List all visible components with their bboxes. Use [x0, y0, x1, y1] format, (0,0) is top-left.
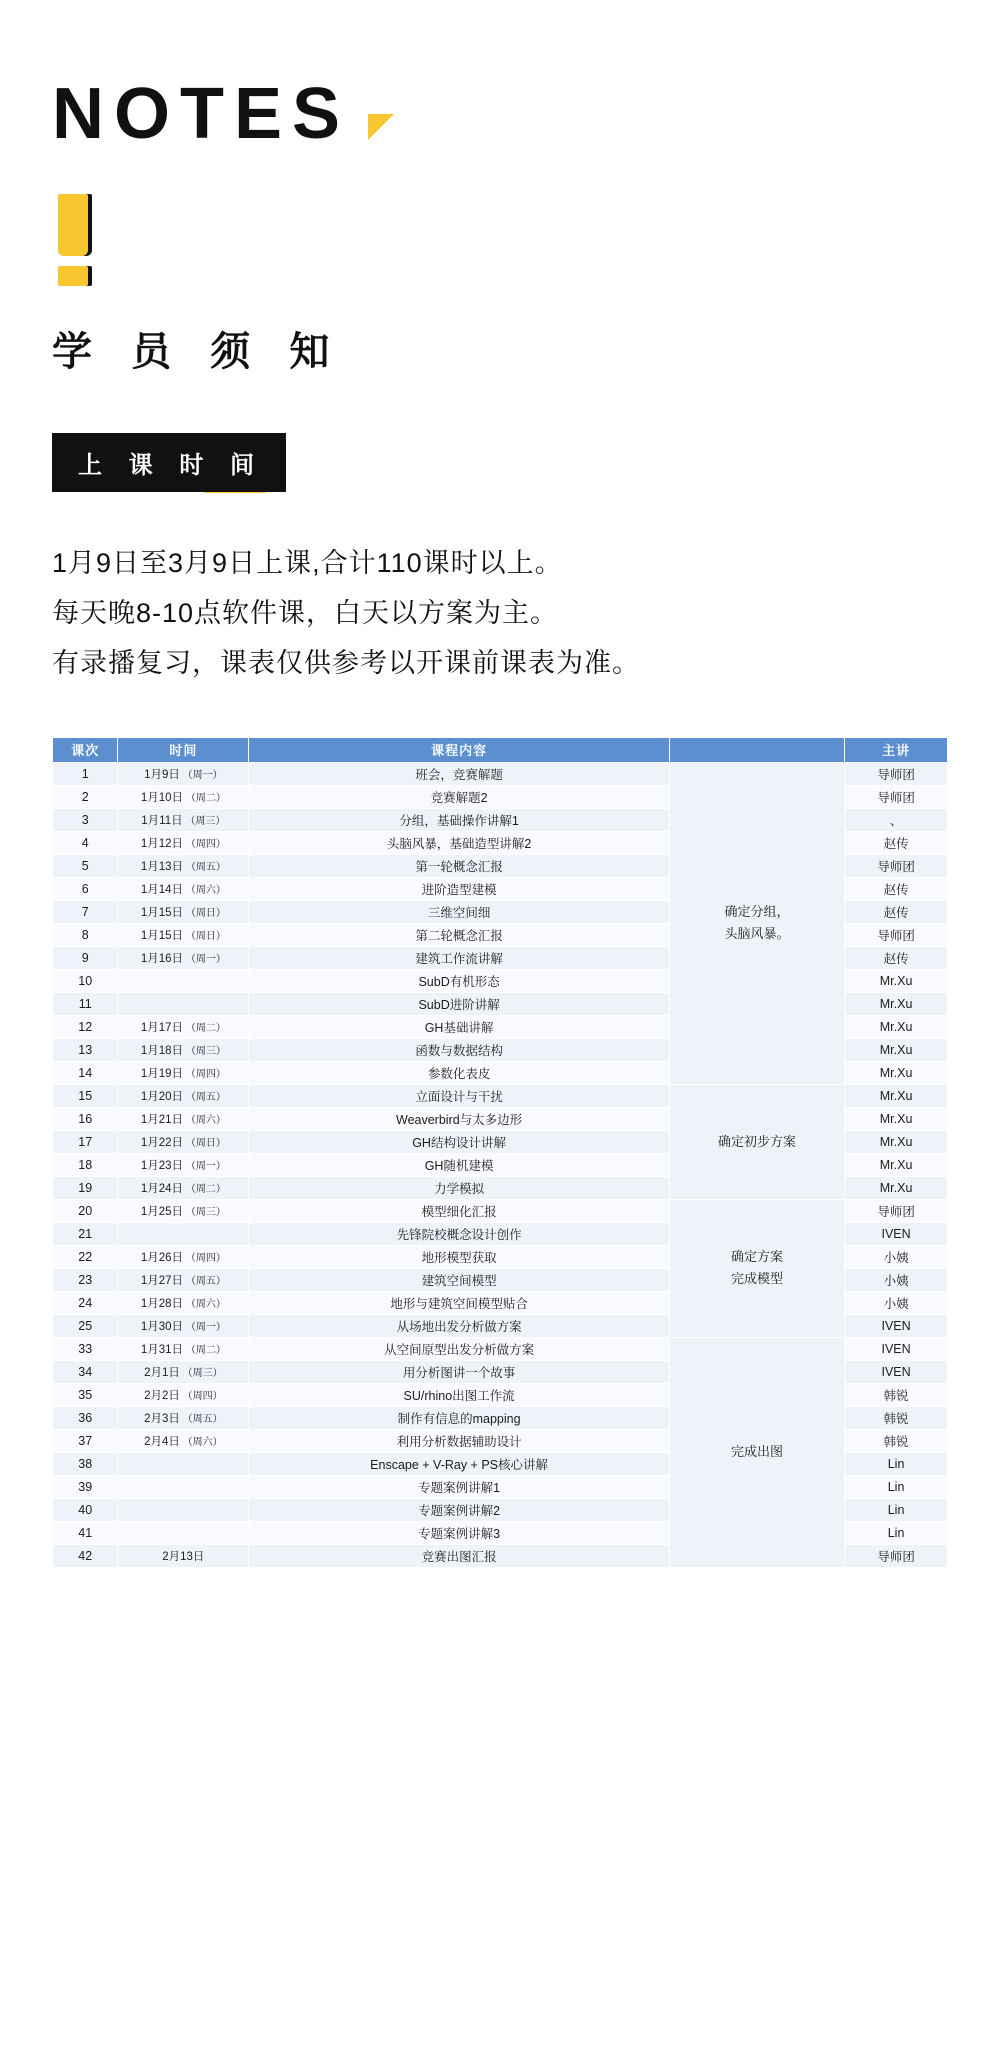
cell-teacher: IVEN: [845, 1314, 948, 1337]
cell-goal: 确定方案 完成模型: [669, 1199, 844, 1337]
cell-date: 1月31日 （周二）: [118, 1337, 249, 1360]
cell-content: 地形模型获取: [249, 1245, 670, 1268]
cell-teacher: 小姨: [845, 1245, 948, 1268]
cell-date: 1月15日 （周日）: [118, 900, 249, 923]
cell-content: 专题案例讲解2: [249, 1498, 670, 1521]
cell-content: 进阶造型建模: [249, 877, 670, 900]
cell-teacher: Mr.Xu: [845, 1061, 948, 1084]
cell-date: 2月1日 （周三）: [118, 1360, 249, 1383]
cell-date: 1月13日 （周五）: [118, 854, 249, 877]
cell-goal: 完成出图: [669, 1337, 844, 1567]
cell-content: 参数化表皮: [249, 1061, 670, 1084]
schedule-table: [52, 737, 948, 1568]
cell-teacher: 导师团: [845, 1544, 948, 1567]
cell-date: 1月18日 （周三）: [118, 1038, 249, 1061]
cell-teacher: Lin: [845, 1475, 948, 1498]
cell-date: 2月4日 （周六）: [118, 1429, 249, 1452]
cell-date: 1月15日 （周日）: [118, 923, 249, 946]
cell-teacher: Mr.Xu: [845, 1038, 948, 1061]
cell-date: 1月19日 （周四）: [118, 1061, 249, 1084]
cell-teacher: Lin: [845, 1452, 948, 1475]
cell-content: 用分析图讲一个故事: [249, 1360, 670, 1383]
cell-goal: 确定初步方案: [669, 1084, 844, 1199]
cell-content: 函数与数据结构: [249, 1038, 670, 1061]
cell-teacher: 导师团: [845, 785, 948, 808]
cell-date: 1月21日 （周六）: [118, 1107, 249, 1130]
cell-no: 3: [53, 808, 118, 831]
cell-teacher: 赵传: [845, 946, 948, 969]
cell-date: 1月25日 （周三）: [118, 1199, 249, 1222]
cell-date: 1月22日 （周日）: [118, 1130, 249, 1153]
col-header-date: 时间: [118, 737, 249, 762]
cell-date: 1月16日 （周一）: [118, 946, 249, 969]
cell-no: 6: [53, 877, 118, 900]
cell-content: 三维空间细: [249, 900, 670, 923]
cell-no: 8: [53, 923, 118, 946]
schedule-table-wrap: [52, 737, 948, 1628]
cell-content: GH结构设计讲解: [249, 1130, 670, 1153]
cell-teacher: 、: [845, 808, 948, 831]
cell-teacher: 导师团: [845, 1199, 948, 1222]
cell-content: SubD进阶讲解: [249, 992, 670, 1015]
cell-no: 20: [53, 1199, 118, 1222]
cell-no: 18: [53, 1153, 118, 1176]
section-tag-label: 上 课 时 间: [52, 433, 286, 492]
cell-teacher: Lin: [845, 1498, 948, 1521]
cell-teacher: Mr.Xu: [845, 992, 948, 1015]
cell-teacher: IVEN: [845, 1360, 948, 1383]
cell-date: [118, 1452, 249, 1475]
cell-date: 1月26日 （周四）: [118, 1245, 249, 1268]
cell-no: 34: [53, 1360, 118, 1383]
cell-no: 13: [53, 1038, 118, 1061]
cell-no: 23: [53, 1268, 118, 1291]
cell-content: 第二轮概念汇报: [249, 923, 670, 946]
table-body: [53, 762, 948, 1567]
cell-date: 2月2日 （周四）: [118, 1383, 249, 1406]
cell-no: 15: [53, 1084, 118, 1107]
cell-no: 39: [53, 1475, 118, 1498]
cell-no: 41: [53, 1521, 118, 1544]
cell-content: GH基础讲解: [249, 1015, 670, 1038]
cell-no: 21: [53, 1222, 118, 1245]
cell-no: 9: [53, 946, 118, 969]
cell-date: [118, 969, 249, 992]
cell-no: 5: [53, 854, 118, 877]
cell-date: 1月28日 （周六）: [118, 1291, 249, 1314]
cell-content: 地形与建筑空间模型贴合: [249, 1291, 670, 1314]
col-header-teacher: 主讲: [845, 737, 948, 762]
cell-teacher: 赵传: [845, 900, 948, 923]
cell-date: 1月10日 （周二）: [118, 785, 249, 808]
cell-content: 分组，基础操作讲解1: [249, 808, 670, 831]
cell-teacher: 韩锐: [845, 1429, 948, 1452]
cell-content: Weaverbird与太多边形: [249, 1107, 670, 1130]
cell-no: 33: [53, 1337, 118, 1360]
cell-no: 10: [53, 969, 118, 992]
cell-content: 利用分析数据辅助设计: [249, 1429, 670, 1452]
cell-date: 1月11日 （周三）: [118, 808, 249, 831]
cell-content: 竞赛出图汇报: [249, 1544, 670, 1567]
cell-content: 先锋院校概念设计创作: [249, 1222, 670, 1245]
cell-content: Enscape + V-Ray + PS核心讲解: [249, 1452, 670, 1475]
cell-date: 1月23日 （周一）: [118, 1153, 249, 1176]
cell-teacher: 韩锐: [845, 1406, 948, 1429]
cell-teacher: 韩锐: [845, 1383, 948, 1406]
cell-date: [118, 1521, 249, 1544]
notice-line-1: 1月9日至3月9日上课,合计110课时以上。: [52, 548, 563, 578]
cell-teacher: 小姨: [845, 1291, 948, 1314]
cell-teacher: IVEN: [845, 1222, 948, 1245]
col-header-no: 课次: [53, 737, 118, 762]
cell-no: 14: [53, 1061, 118, 1084]
cell-date: 1月17日 （周二）: [118, 1015, 249, 1038]
cell-no: 38: [53, 1452, 118, 1475]
cell-content: 建筑工作流讲解: [249, 946, 670, 969]
exclamation-icon: [58, 194, 100, 286]
cell-teacher: 导师团: [845, 923, 948, 946]
table-row: [53, 762, 948, 785]
cell-no: 35: [53, 1383, 118, 1406]
cell-date: 1月14日 （周六）: [118, 877, 249, 900]
cell-date: 1月24日 （周二）: [118, 1176, 249, 1199]
col-header-content: 课程内容: [249, 737, 670, 762]
cell-teacher: Mr.Xu: [845, 1176, 948, 1199]
table-head: [53, 737, 948, 762]
page-title: NOTES: [52, 74, 351, 154]
cell-date: 1月20日 （周五）: [118, 1084, 249, 1107]
table-row: [53, 1199, 948, 1222]
cell-teacher: Mr.Xu: [845, 1153, 948, 1176]
cell-teacher: 赵传: [845, 831, 948, 854]
cell-content: GH随机建模: [249, 1153, 670, 1176]
notice-line-2: 每天晚8-10点软件课，白天以方案为主。: [52, 597, 559, 628]
cell-no: 36: [53, 1406, 118, 1429]
cell-teacher: 导师团: [845, 762, 948, 785]
cell-teacher: 导师团: [845, 854, 948, 877]
cell-date: [118, 1222, 249, 1245]
cell-teacher: Mr.Xu: [845, 1084, 948, 1107]
cell-content: 从场地出发分析做方案: [249, 1314, 670, 1337]
cell-no: 7: [53, 900, 118, 923]
cell-goal: 确定分组， 头脑风暴。: [669, 762, 844, 1084]
cell-no: 42: [53, 1544, 118, 1567]
cell-no: 16: [53, 1107, 118, 1130]
cell-date: 2月13日: [118, 1544, 249, 1567]
cell-teacher: IVEN: [845, 1337, 948, 1360]
cell-teacher: Mr.Xu: [845, 1107, 948, 1130]
notes-heading-row: [52, 0, 948, 154]
cell-date: 1月30日 （周一）: [118, 1314, 249, 1337]
cell-content: SU/rhino出图工作流: [249, 1383, 670, 1406]
cell-teacher: Lin: [845, 1521, 948, 1544]
cell-content: 立面设计与干扰: [249, 1084, 670, 1107]
yellow-triangle-icon: [368, 114, 394, 140]
cell-content: 第一轮概念汇报: [249, 854, 670, 877]
cell-no: 2: [53, 785, 118, 808]
cell-date: 1月27日 （周五）: [118, 1268, 249, 1291]
cell-date: 1月12日 （周四）: [118, 831, 249, 854]
cell-content: 班会，竞赛解题: [249, 762, 670, 785]
cell-no: 1: [53, 762, 118, 785]
notice-paragraph: [52, 539, 948, 689]
table-row: [53, 1337, 948, 1360]
page-subtitle: 学 员 须 知: [52, 330, 344, 374]
cell-content: 专题案例讲解3: [249, 1521, 670, 1544]
cell-date: [118, 992, 249, 1015]
cell-date: 2月3日 （周五）: [118, 1406, 249, 1429]
cell-no: 24: [53, 1291, 118, 1314]
cell-content: 专题案例讲解1: [249, 1475, 670, 1498]
col-header-goal: [669, 737, 844, 762]
cell-content: 建筑空间模型: [249, 1268, 670, 1291]
cell-content: 竞赛解题2: [249, 785, 670, 808]
cell-teacher: 小姨: [845, 1268, 948, 1291]
cell-date: [118, 1498, 249, 1521]
cell-content: 从空间原型出发分析做方案: [249, 1337, 670, 1360]
cell-no: 37: [53, 1429, 118, 1452]
cell-content: SubD有机形态: [249, 969, 670, 992]
cell-teacher: Mr.Xu: [845, 969, 948, 992]
cell-content: 头脑风暴，基础造型讲解2: [249, 831, 670, 854]
cell-no: 22: [53, 1245, 118, 1268]
cell-content: 力学模拟: [249, 1176, 670, 1199]
table-header-row: [53, 737, 948, 762]
cell-no: 25: [53, 1314, 118, 1337]
notice-line-3: 有录播复习，课表仅供参考以开课前课表为准。: [52, 647, 640, 678]
cell-no: 4: [53, 831, 118, 854]
section-tag: [52, 433, 948, 493]
cell-no: 19: [53, 1176, 118, 1199]
cell-content: 制作有信息的mapping: [249, 1406, 670, 1429]
cell-no: 12: [53, 1015, 118, 1038]
table-row: [53, 1084, 948, 1107]
cell-no: 40: [53, 1498, 118, 1521]
cell-teacher: Mr.Xu: [845, 1130, 948, 1153]
cell-date: [118, 1475, 249, 1498]
cell-no: 17: [53, 1130, 118, 1153]
cell-date: 1月9日 （周一）: [118, 762, 249, 785]
cell-teacher: 赵传: [845, 877, 948, 900]
cell-content: 模型细化汇报: [249, 1199, 670, 1222]
cell-no: 11: [53, 992, 118, 1015]
cell-teacher: Mr.Xu: [845, 1015, 948, 1038]
